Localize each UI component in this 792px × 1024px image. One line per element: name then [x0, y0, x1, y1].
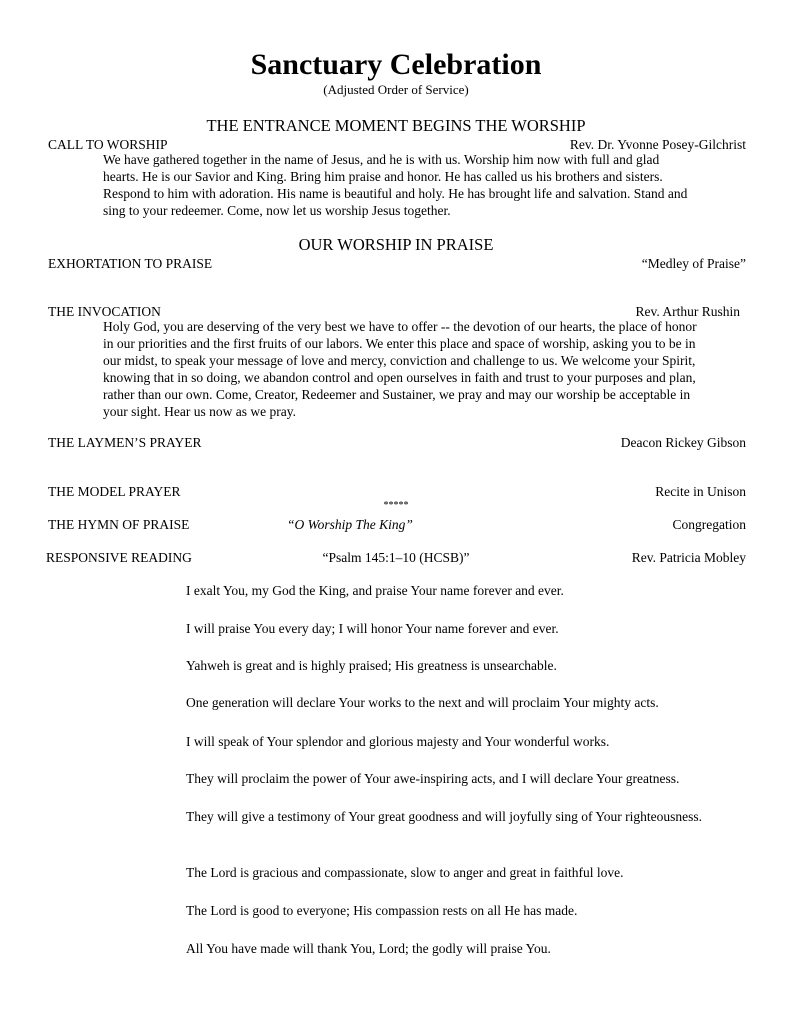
laymens-prayer-leader: Deacon Rickey Gibson	[620, 435, 746, 450]
laymens-prayer-row	[48, 434, 746, 452]
invocation-text: Holy God, you are deserving of the very best we have to offer -- the devotion of our hearts, the place of honor in our priorities and the first fruits of our labors. We enter this place and space of worship, asking you to be in our midst, to speak your message of love and mercy, conviction and challenge to us. We welcome your Spirit, knowing that in so doing, we abandon control and open ourselves in faith and trust to your purposes and plan, rather than our own. Come, Creator, Redeemer and Sustainer, we pray and may our worship be acceptable in your sight. Hear us now as we pray.	[103, 319, 697, 419]
call-to-worship-label: CALL TO WORSHIP	[48, 137, 168, 152]
section-heading-praise: OUR WORSHIP IN PRAISE	[298, 235, 494, 254]
model-prayer-row	[48, 483, 746, 501]
verse-line: I will speak of Your splendor and glorious majesty and Your wonderful works.	[186, 734, 610, 749]
model-prayer-note: Recite in Unison	[655, 484, 746, 499]
verse-line: They will proclaim the power of Your awe-inspiring acts, and I will declare Your greatness.	[186, 771, 680, 786]
page-title: Sanctuary Celebration	[250, 48, 542, 81]
verse-line: All You have made will thank You, Lord; the godly will praise You.	[186, 941, 551, 956]
exhortation-title: “Medley of Praise”	[641, 256, 746, 271]
verse-line: I exalt You, my God the King, and praise Your name forever and ever.	[186, 583, 564, 598]
verse-line: One generation will declare Your works to the next and will proclaim Your mighty acts.	[186, 695, 659, 710]
section-heading-entrance: THE ENTRANCE MOMENT BEGINS THE WORSHIP	[206, 116, 586, 135]
responsive-reading-row	[46, 549, 746, 567]
verse-line: Yahweh is great and is highly praised; His greatness is unsearchable.	[186, 658, 557, 673]
page-subtitle: (Adjusted Order of Service)	[323, 82, 469, 97]
hymn-title: “O Worship The King”	[287, 517, 413, 532]
verse-line: The Lord is good to everyone; His compassion rests on all He has made.	[186, 903, 578, 918]
responsive-reading-label: RESPONSIVE READING	[46, 550, 192, 565]
verse-line: I will praise You every day; I will honor Your name forever and ever.	[186, 621, 559, 636]
call-to-worship-text: We have gathered together in the name of Jesus, and he is with us. Worship him now with full and glad hearts. He is our Savior and King. Bring him praise and honor. He has called us his brothers and sisters. Respond to him with adoration. His name is beautiful and holy. He has brought life and salvation. Stand and sing to your redeemer. Come, now let us worship Jesus together.	[103, 152, 688, 218]
invocation-leader: Rev. Arthur Rushin	[635, 304, 740, 319]
exhortation-label: EXHORTATION TO PRAISE	[48, 256, 213, 271]
responsive-reading-leader: Rev. Patricia Mobley	[631, 550, 746, 565]
hymn-label: THE HYMN OF PRAISE	[48, 517, 190, 532]
verse-line: The Lord is gracious and compassionate, slow to anger and great in faithful love.	[186, 865, 624, 880]
laymens-prayer-label: THE LAYMEN’S PRAYER	[48, 435, 202, 450]
model-prayer-label: THE MODEL PRAYER	[48, 484, 181, 499]
invocation-label: THE INVOCATION	[48, 304, 161, 319]
call-to-worship-leader: Rev. Dr. Yvonne Posey-Gilchrist	[569, 137, 746, 152]
responsive-reading-passage: “Psalm 145:1–10 (HCSB)”	[322, 550, 470, 565]
hymn-row	[48, 516, 746, 534]
exhortation-row	[48, 255, 746, 273]
hymn-performer: Congregation	[672, 517, 746, 532]
verse-line: They will give a testimony of Your great goodness and will joyfully sing of Your righteousness.	[186, 809, 702, 824]
separator-stars: *****	[383, 500, 409, 511]
